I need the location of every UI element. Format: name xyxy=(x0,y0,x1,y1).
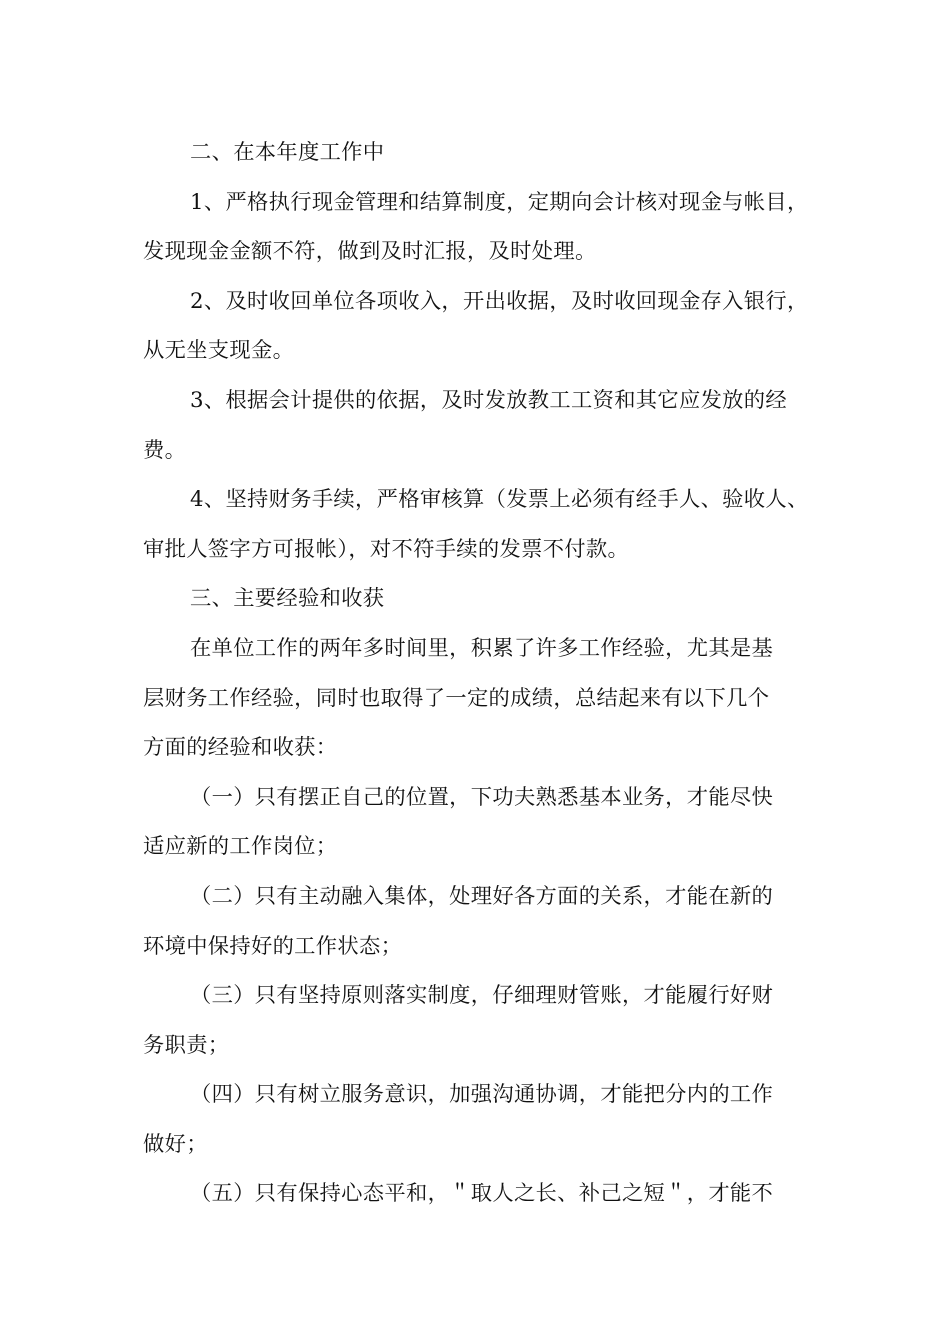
text-line: 方面的经验和收获： xyxy=(143,735,338,761)
text-line: 务职责； xyxy=(143,1032,230,1058)
text-line: （五）只有保持心态平和，＂取人之长、补己之短＂，才能不 xyxy=(190,1181,774,1207)
section-heading-2: 二、在本年度工作中 xyxy=(190,140,385,165)
text-line: （三）只有坚持原则落实制度，仔细理财管账，才能履行好财 xyxy=(190,983,774,1009)
text-line: （一）只有摆正自己的位置，下功夫熟悉基本业务，才能尽快 xyxy=(190,784,774,810)
text-line: （四）只有树立服务意识，加强沟通协调，才能把分内的工作 xyxy=(190,1082,774,1108)
text-line: 1、严格执行现金管理和结算制度，定期向会计核对现金与帐目， xyxy=(190,189,809,215)
text-line: 审批人签字方可报帐），对不符手续的发票不付款。 xyxy=(143,536,630,562)
text-line: 在单位工作的两年多时间里，积累了许多工作经验，尤其是基 xyxy=(190,635,774,661)
paragraph-point-4 xyxy=(143,1070,823,1169)
paragraph-intro xyxy=(143,624,823,773)
text-line: 环境中保持好的工作状态； xyxy=(143,933,403,959)
paragraph-item-4 xyxy=(143,475,823,574)
text-line: 3、根据会计提供的依据，及时发放教工工资和其它应发放的经 xyxy=(190,387,787,413)
paragraph-point-1 xyxy=(143,773,823,872)
paragraph-item-2 xyxy=(143,277,823,376)
section-heading-3: 三、主要经验和收获 xyxy=(190,586,385,612)
text-line: 费。 xyxy=(143,437,187,463)
text-line: 2、及时收回单位各项收入，开出收据，及时收回现金存入银行， xyxy=(190,288,809,314)
paragraph-item-3 xyxy=(143,376,823,475)
text-line: 4、坚持财务手续，严格审核算（发票上必须有经手人、验收人、 xyxy=(190,487,809,513)
text-line: 做好； xyxy=(143,1131,208,1157)
document-body xyxy=(143,128,823,1219)
text-line: 适应新的工作岗位； xyxy=(143,834,338,860)
paragraph-point-2 xyxy=(143,872,823,971)
paragraph-point-3 xyxy=(143,971,823,1070)
text-line: （二）只有主动融入集体，处理好各方面的关系，才能在新的 xyxy=(190,883,774,909)
text-line: 发现现金金额不符，做到及时汇报，及时处理。 xyxy=(143,239,597,265)
text-line: 从无坐支现金。 xyxy=(143,338,295,364)
text-line: 层财务工作经验，同时也取得了一定的成绩，总结起来有以下几个 xyxy=(143,685,770,711)
paragraph-item-1 xyxy=(143,178,823,277)
paragraph-point-5 xyxy=(143,1169,823,1219)
